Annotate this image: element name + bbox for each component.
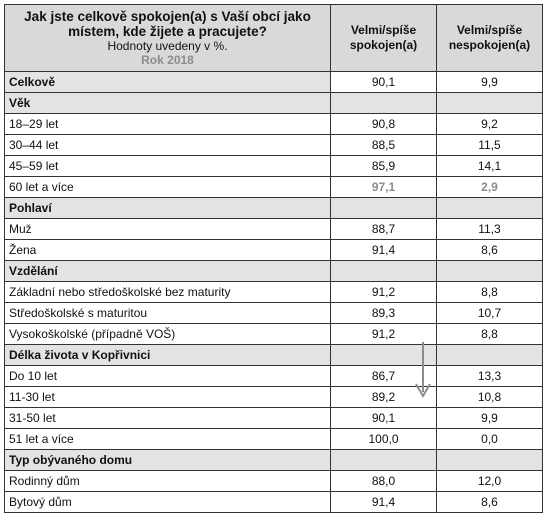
row-dissatisfied: 13,3 (437, 366, 543, 387)
row-dissatisfied: 12,0 (437, 471, 543, 492)
table-row (5, 366, 543, 387)
row-label: 45–59 let (5, 156, 331, 177)
row-label: Rodinný dům (5, 471, 331, 492)
row-label: 31-50 let (5, 408, 331, 429)
section-header-residence (5, 345, 543, 366)
table-row (5, 156, 543, 177)
row-dissatisfied: 14,1 (437, 156, 543, 177)
section-title: Délka života v Kopřivnici (5, 345, 331, 366)
row-satisfied: 88,0 (331, 471, 437, 492)
row-satisfied: 89,2 (331, 387, 437, 408)
section-header-housing (5, 450, 543, 471)
row-dissatisfied: 8,8 (437, 324, 543, 345)
table-row (5, 408, 543, 429)
row-dissatisfied: 9,9 (437, 408, 543, 429)
row-dissatisfied: 10,8 (437, 387, 543, 408)
unit-note: Hodnoty uvedeny v %. (107, 39, 228, 53)
row-satisfied: 90,1 (331, 408, 437, 429)
row-dissatisfied: 2,9 (437, 177, 543, 198)
row-satisfied: 91,4 (331, 240, 437, 261)
row-dissatisfied: 8,6 (437, 240, 543, 261)
row-label: Muž (5, 219, 331, 240)
question-text: Jak jste celkově spokojen(a) s Vaší obcí jako místem, kde žijete a pracujete? (24, 9, 311, 39)
row-dissatisfied: 11,3 (437, 219, 543, 240)
table-header-row (5, 5, 543, 72)
row-label: 11-30 let (5, 387, 331, 408)
row-dissatisfied: 10,7 (437, 303, 543, 324)
row-label: 30–44 let (5, 135, 331, 156)
row-dissatisfied: 8,8 (437, 282, 543, 303)
row-label: 18–29 let (5, 114, 331, 135)
row-satisfied: 90,8 (331, 114, 437, 135)
section-title: Pohlaví (5, 198, 331, 219)
row-label: Středoškolské s maturitou (5, 303, 331, 324)
row-dissatisfied: 9,2 (437, 114, 543, 135)
row-dissatisfied: 8,6 (437, 492, 543, 513)
row-satisfied: 88,5 (331, 135, 437, 156)
row-satisfied: 88,7 (331, 219, 437, 240)
table-row-highlighted (5, 177, 543, 198)
row-satisfied: 97,1 (331, 177, 437, 198)
total-label: Celkově (5, 72, 331, 93)
row-label: Do 10 let (5, 366, 331, 387)
table-row (5, 429, 543, 450)
row-satisfied: 91,4 (331, 492, 437, 513)
total-satisfied: 90,1 (331, 72, 437, 93)
row-label: Žena (5, 240, 331, 261)
section-header-education (5, 261, 543, 282)
row-satisfied: 89,3 (331, 303, 437, 324)
section-title: Věk (5, 93, 331, 114)
table-row (5, 387, 543, 408)
row-satisfied: 91,2 (331, 324, 437, 345)
table-row (5, 240, 543, 261)
row-satisfied: 86,7 (331, 366, 437, 387)
row-label: 60 let a více (5, 177, 331, 198)
table-row (5, 282, 543, 303)
row-label: Vysokoškolské (případně VOŠ) (5, 324, 331, 345)
table-row (5, 324, 543, 345)
row-dissatisfied: 11,5 (437, 135, 543, 156)
column-header-dissatisfied: Velmi/spíše nespokojen(a) (437, 5, 543, 72)
row-label: Základní nebo středoškolské bez maturity (5, 282, 331, 303)
table-row (5, 471, 543, 492)
year-label: Rok 2018 (141, 53, 194, 67)
row-label: 51 let a více (5, 429, 331, 450)
section-header-gender (5, 198, 543, 219)
table-row (5, 135, 543, 156)
row-label: Bytový dům (5, 492, 331, 513)
column-header-satisfied: Velmi/spíše spokojen(a) (331, 5, 437, 72)
question-cell (5, 5, 331, 72)
table-row (5, 303, 543, 324)
table-row (5, 219, 543, 240)
row-satisfied: 85,9 (331, 156, 437, 177)
row-satisfied: 91,2 (331, 282, 437, 303)
table-row (5, 492, 543, 513)
section-title: Typ obývaného domu (5, 450, 331, 471)
section-title: Vzdělání (5, 261, 331, 282)
table-row (5, 114, 543, 135)
total-row (5, 72, 543, 93)
row-dissatisfied: 0,0 (437, 429, 543, 450)
total-dissatisfied: 9,9 (437, 72, 543, 93)
satisfaction-table (4, 4, 543, 513)
section-header-age (5, 93, 543, 114)
row-satisfied: 100,0 (331, 429, 437, 450)
